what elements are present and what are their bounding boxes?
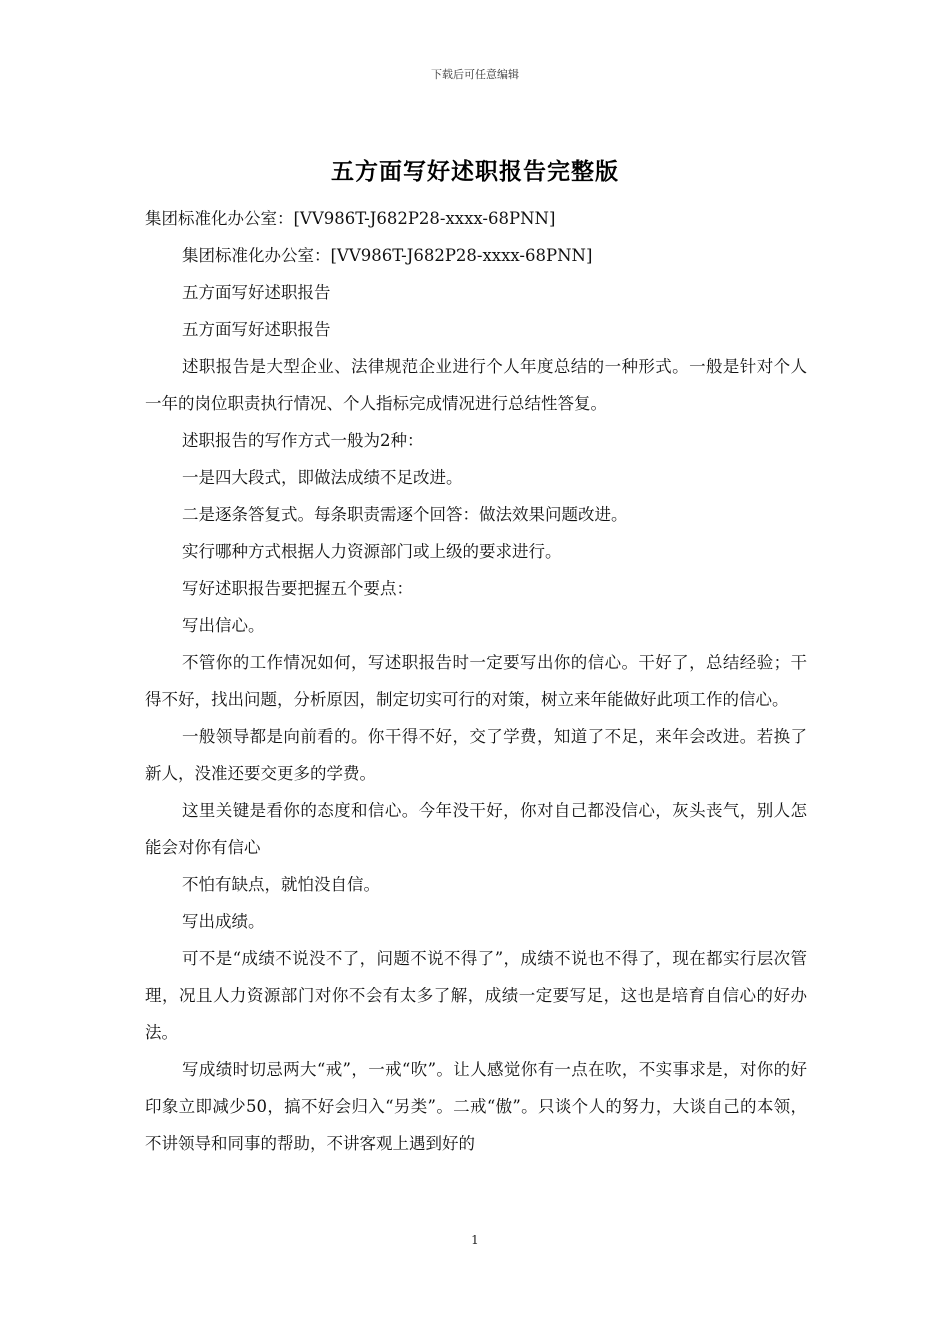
paragraph: 写出信心。 (182, 616, 265, 635)
paragraph: 五方面写好述职报告 (182, 283, 331, 302)
paragraph: 二是逐条答复式。每条职责需逐个回答：做法效果问题改进。 (182, 505, 628, 524)
paragraph: 不管你的工作情况如何，写述职报告时一定要写出你的信心。干好了，总结经验；干得不好，找出问题，分析原因，制定切实可行的对策，树立来年能做好此项工作的信心。 (145, 653, 807, 709)
page-number: 1 (471, 1233, 479, 1247)
paragraph: 述职报告的写作方式一般为2种： (182, 431, 424, 450)
document-body (145, 200, 807, 1162)
paragraph: 可不是“成绩不说没不了，问题不说不得了”，成绩不说也不得了，现在都实行层次管理，况且人力资源部门对你不会有太多了解，成绩一定要写足，这也是培育自信心的好办法。 (145, 949, 807, 1042)
paragraph: 写出成绩。 (182, 912, 265, 931)
paragraph: 集团标准化办公室：[VV986T-J682P28-xxxx-68PNN] (182, 246, 593, 265)
paragraph: 述职报告是大型企业、法律规范企业进行个人年度总结的一种形式。一般是针对个人一年的岗位职责执行情况、个人指标完成情况进行总结性答复。 (145, 357, 807, 413)
paragraph: 实行哪种方式根据人力资源部门或上级的要求进行。 (182, 542, 562, 561)
paragraph: 写好述职报告要把握五个要点： (182, 579, 413, 598)
paragraph: 这里关键是看你的态度和信心。今年没干好，你对自己都没信心，灰头丧气，别人怎能会对你有信心 (145, 801, 807, 857)
paragraph: 一般领导都是向前看的。你干得不好，交了学费，知道了不足，来年会改进。若换了新人，没准还要交更多的学费。 (145, 727, 807, 783)
paragraph: 集团标准化办公室：[VV986T-J682P28-xxxx-68PNN] (145, 209, 556, 228)
paragraph: 一是四大段式，即做法成绩不足改进。 (182, 468, 463, 487)
document-title: 五方面写好述职报告完整版 (331, 158, 619, 185)
page-header-note: 下载后可任意编辑 (431, 68, 519, 81)
paragraph: 五方面写好述职报告 (182, 320, 331, 339)
paragraph: 写成绩时切忌两大“戒”，一戒“吹”。让人感觉你有一点在吹，不实事求是，对你的好印象立即减少50，搞不好会归入“另类”。二戒“傲”。只谈个人的努力，大谈自己的本领，不讲领导和同事的帮助，不讲客观上遇到好的 (145, 1060, 807, 1153)
paragraph: 不怕有缺点，就怕没自信。 (182, 875, 380, 894)
